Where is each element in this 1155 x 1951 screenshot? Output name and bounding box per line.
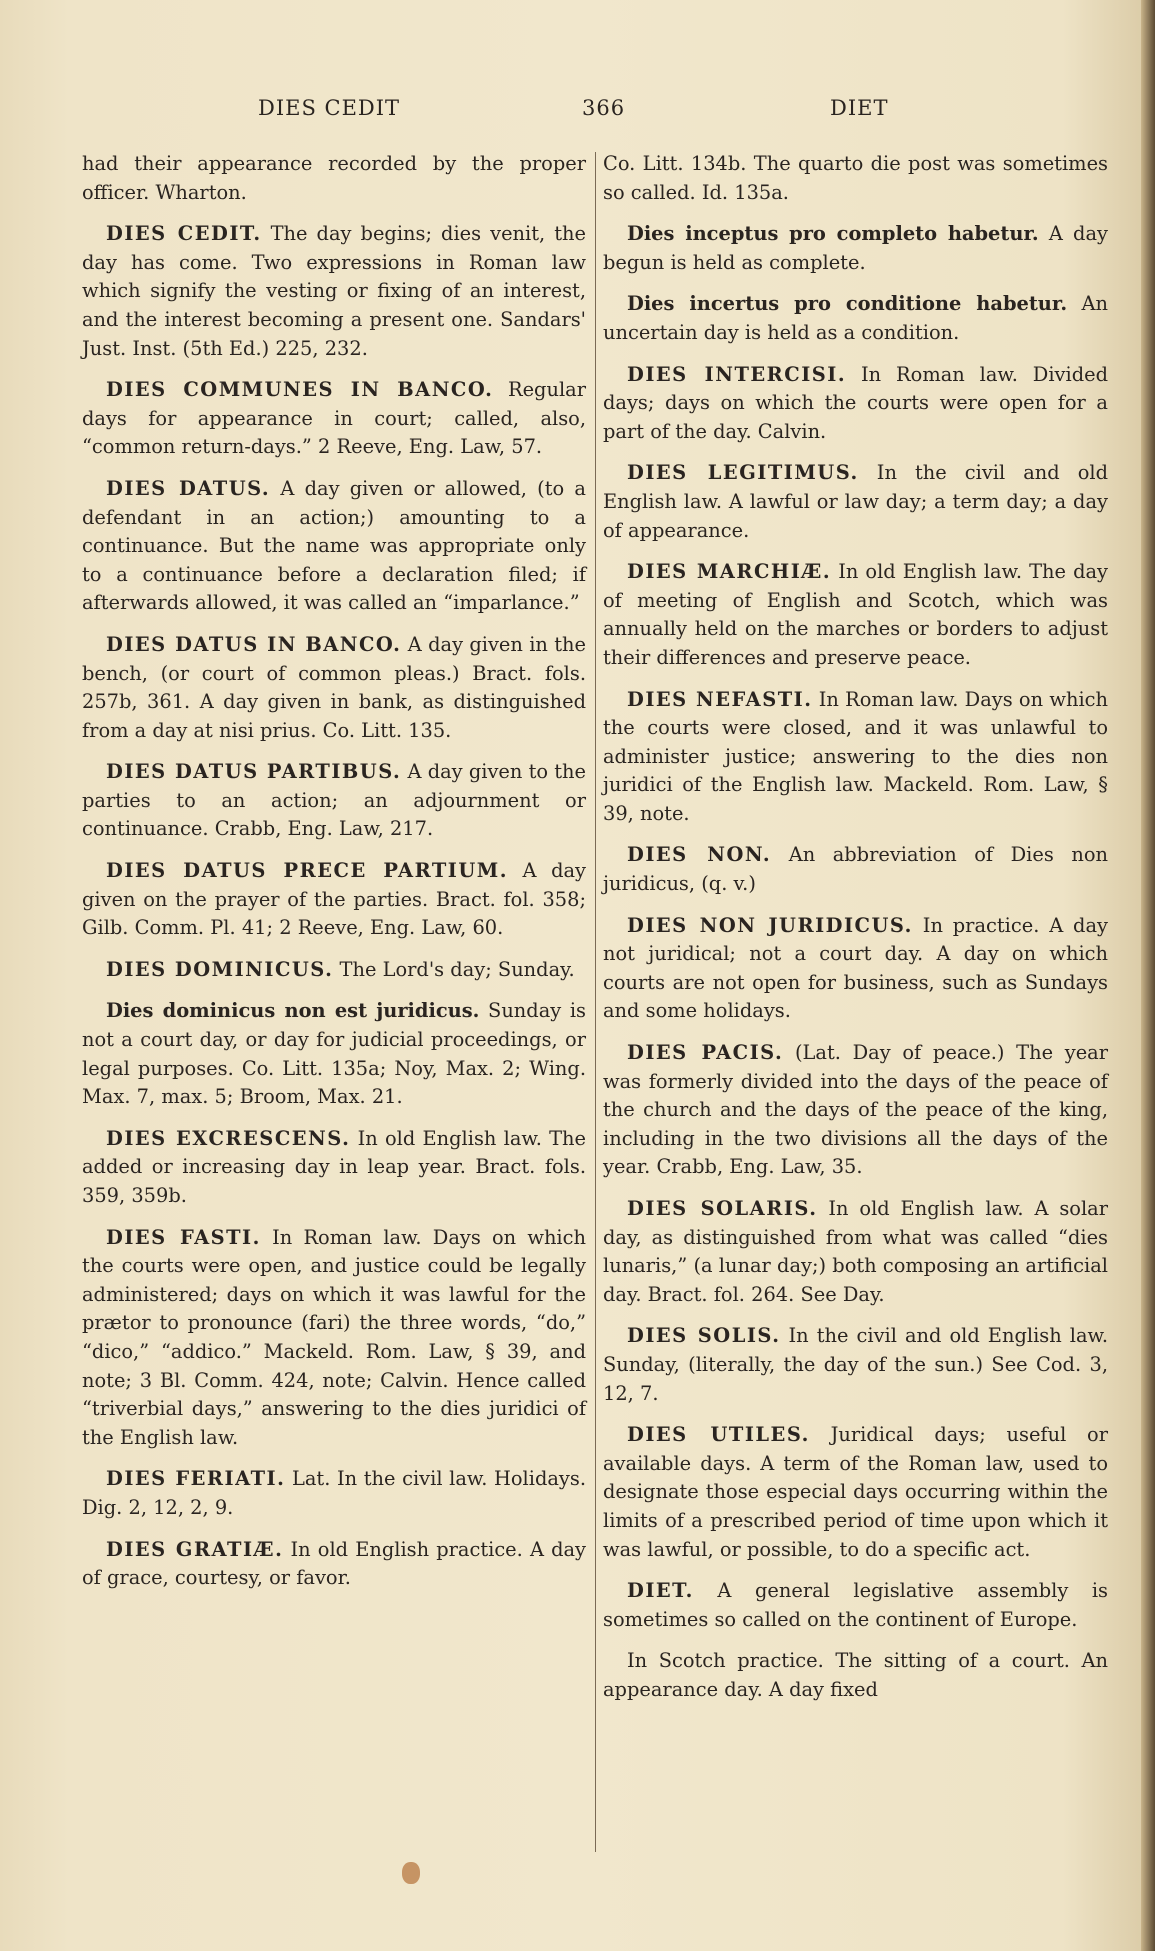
left-column xyxy=(82,150,586,1606)
entry xyxy=(603,558,1108,672)
entry-text: In the civil and old English law. Sunday, (literally, the day of the sun.) See Cod. 3, 12, 7. xyxy=(603,1324,1108,1405)
entry xyxy=(82,475,586,618)
entry xyxy=(82,1536,586,1593)
entry-text: A day given or allowed, (to a defendant in an action;) amounting to a continuance. But the name was appropriate only to a continuance before a declaration filed; if afterwards allowed, it was called an “imparlance.” xyxy=(82,476,586,615)
entry-text: A day given in the bench, (or court of common pleas.) Bract. fols. 257b, 361. A day given in bank, as distinguished from a day at nisi prius. Co. Litt. 135. xyxy=(82,632,586,742)
entry xyxy=(82,631,586,745)
entry-text: In Roman law. Divided days; days on which the courts were open for a part of the day. Calvin. xyxy=(603,362,1108,443)
entry-term: DIES INTERCISI. xyxy=(627,362,847,386)
entry-text: A day begun is held as complete. xyxy=(603,222,1108,274)
entry xyxy=(603,150,1108,207)
entry-term: DIES DATUS PARTIBUS. xyxy=(106,760,402,784)
entry xyxy=(603,459,1108,545)
entry-text: In practice. A day not juridical; not a court day. A day on which courts are not open for business, such as Sundays and some holidays. xyxy=(603,913,1108,1023)
entry xyxy=(603,686,1108,829)
entry-term: DIES FASTI. xyxy=(106,1225,261,1249)
entry xyxy=(603,1195,1108,1309)
entry-term: DIES COMMUNES IN BANCO. xyxy=(106,378,494,402)
entry xyxy=(603,841,1108,898)
entry-text: In old English practice. A day of grace, courtesy, or favor. xyxy=(82,1537,587,1590)
header-left-guide-word: DIES CEDIT xyxy=(258,96,401,120)
entry-term: DIES CEDIT. xyxy=(106,222,262,246)
entry-term: DIES MARCHIÆ. xyxy=(627,560,832,584)
maxim-term: Dies dominicus non est juridicus. xyxy=(106,999,480,1023)
entry xyxy=(82,376,586,462)
entry-text: In old English law. The added or increasing day in leap year. Bract. fols. 359, 359b. xyxy=(82,1126,587,1207)
book-edge xyxy=(1141,0,1155,1951)
entry-term: DIES GRATIÆ. xyxy=(106,1537,284,1561)
entry xyxy=(82,1465,586,1522)
entry-text: In Scotch practice. The sitting of a court. An appearance day. A day fixed xyxy=(603,1649,1108,1701)
entry-text: An abbreviation of Dies non juridicus, (q. v.) xyxy=(603,843,1108,896)
entry xyxy=(603,1421,1108,1564)
entry-term: DIES SOLIS. xyxy=(627,1324,781,1348)
entry xyxy=(82,857,586,943)
entry-text: Sunday is not a court day, or day for judicial proceedings, or legal purposes. Co. Litt. 135a; Noy, Max. 2; Wing. Max. 7, max. 5; Broom, Max. 21. xyxy=(82,999,586,1109)
entry-term: DIES DOMINICUS. xyxy=(106,957,334,981)
entry-text: had their appearance recorded by the proper officer. Wharton. xyxy=(82,152,586,204)
entry-text: In Roman law. Days on which the courts were closed, and it was unlawful to administer justice; answering to the dies non juridici of the English law. Mackeld. Rom. Law, § 39, note. xyxy=(603,687,1108,825)
entry-term: DIES DATUS PRECE PARTIUM. xyxy=(106,859,508,883)
entry-text: The day begins; dies venit, the day has come. Two expressions in Roman law which signify the vesting or fixing of an interest, and the interest becoming a present one. Sandars' Just. Inst. (5th Ed.) 225, 232. xyxy=(82,222,586,360)
entry-text: (Lat. Day of peace.) The year was formerly divided into the days of the peace of the church and the days of the peace of the king, including in the two divisions all the days of the year. Crabb, Eng. Law, 35. xyxy=(603,1041,1109,1179)
entry-text: In old English law. A solar day, as distinguished from what was called “dies lunaris,” (a lunar day;) both composing an artificial day. Bract. fol. 264. See Day. xyxy=(603,1197,1108,1306)
page-number: 366 xyxy=(582,96,626,120)
entry xyxy=(82,1224,586,1453)
maxim-term: Dies inceptus pro completo habetur. xyxy=(627,222,1039,246)
entry-text: A day given to the parties to an action; an adjournment or continuance. Crabb, Eng. Law, 217. xyxy=(82,760,587,841)
entry xyxy=(603,361,1108,447)
entry-text: A general legislative assembly is sometimes so called on the continent of Europe. xyxy=(603,1579,1108,1631)
entry xyxy=(603,912,1108,1026)
entry-term: DIES EXCRESCENS. xyxy=(106,1126,351,1150)
entry-term: DIES DATUS IN BANCO. xyxy=(106,632,402,656)
entry-term: DIES UTILES. xyxy=(627,1423,810,1447)
entry xyxy=(82,758,586,844)
running-header xyxy=(0,96,1155,136)
entry-text: The Lord's day; Sunday. xyxy=(339,957,575,981)
maxim-term: Dies incertus pro conditione habetur. xyxy=(627,292,1068,316)
entry-text: In Roman law. Days on which the courts were open, and justice could be legally administered; days on which it was lawful for the prætor to pronounce (fari) the three words, “do,” “dico,” “addico.” Mackeld. Rom. Law, § 39, and note; 3 Bl. Comm. 424, note; Calvin. Hence called “triverbial days,” answering to the dies juridici of the English law. xyxy=(82,1225,586,1449)
ink-blot xyxy=(402,1862,420,1884)
entry xyxy=(82,150,586,207)
maxim-entry xyxy=(603,290,1108,347)
entry-text: Co. Litt. 134b. The quarto die post was sometimes so called. Id. 135a. xyxy=(603,152,1108,204)
entry-term: DIES SOLARIS. xyxy=(627,1197,818,1220)
entry-term: DIES NON. xyxy=(627,843,772,867)
maxim-entry xyxy=(603,220,1108,277)
entry xyxy=(603,1322,1108,1408)
header-right-guide-word: DIET xyxy=(830,96,889,120)
column-divider xyxy=(595,152,596,1852)
entry xyxy=(82,220,586,363)
entry-term: DIET. xyxy=(627,1579,694,1603)
entry-text: Regular days for appearance in court; called, also, “common return-days.” 2 Reeve, Eng. Law, 57. xyxy=(82,378,586,459)
entry-term: DIES NEFASTI. xyxy=(627,687,813,711)
entry xyxy=(603,1039,1108,1182)
entry-term: DIES FERIATI. xyxy=(106,1467,286,1491)
entry-text: Lat. In the civil law. Holidays. Dig. 2, 12, 2, 9. xyxy=(82,1467,586,1519)
entry-term: DIES LEGITIMUS. xyxy=(627,461,859,485)
entry xyxy=(603,1647,1108,1704)
maxim-entry xyxy=(82,997,586,1111)
right-column xyxy=(603,150,1108,1718)
entry-text: A day given on the prayer of the parties. Bract. fol. 358; Gilb. Comm. Pl. 41; 2 Reeve, Eng. Law, 60. xyxy=(82,859,586,940)
entry-term: DIES DATUS. xyxy=(106,476,271,500)
entry-text: In the civil and old English law. A lawful or law day; a term day; a day of appearance. xyxy=(603,461,1108,542)
entry-text: Juridical days; useful or available days. A term of the Roman law, used to designate those especial days occurring within the limits of a prescribed period of time upon which it was lawful, or possible, to do a specific act. xyxy=(603,1423,1108,1561)
entry xyxy=(82,956,586,985)
entry xyxy=(82,1125,586,1211)
entry-text: In old English law. The day of meeting of English and Scotch, which was annually held on the marches or borders to adjust their differences and preserve peace. xyxy=(603,560,1108,669)
entry-text: An uncertain day is held as a condition. xyxy=(603,292,1108,344)
entry xyxy=(603,1577,1108,1634)
entry-term: DIES PACIS. xyxy=(627,1041,784,1065)
entry-term: DIES NON JURIDICUS. xyxy=(627,913,913,937)
